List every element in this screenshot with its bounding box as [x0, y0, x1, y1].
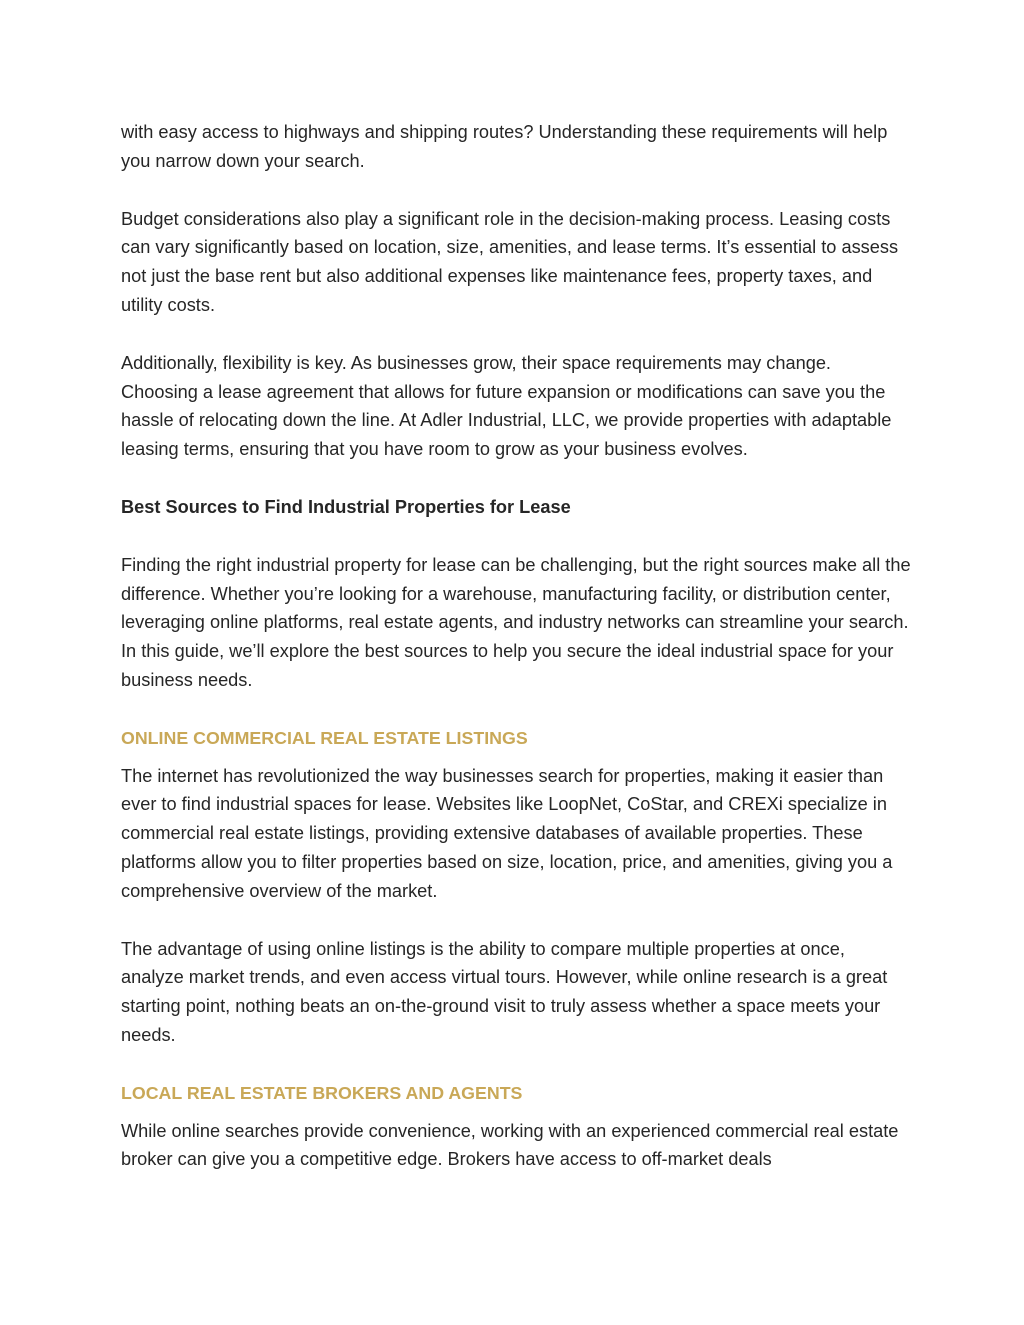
- paragraph-budget: Budget considerations also play a significant role in the decision-making process. Leasing costs can vary significantly based on location, size, amenities, and lease terms. It’s essential to assess not just the base rent but also additional expenses like maintenance fees, property taxes, and utility costs.: [121, 208, 899, 315]
- heading-local-brokers: LOCAL REAL ESTATE BROKERS AND AGENTS: [121, 1082, 523, 1103]
- document-body: [121, 118, 911, 1174]
- paragraph-finding-property: Finding the right industrial property for lease can be challenging, but the right sources make all the difference. Whether you’re looking for a warehouse, manufacturing facility, or distribution center, leveraging online platforms, real estate agents, and industry networks can streamline your search. In this guide, we’ll explore the best sources to help you secure the ideal industrial space for your business needs.: [121, 554, 911, 690]
- heading-best-sources: Best Sources to Find Industrial Properties for Lease: [121, 496, 571, 517]
- paragraph-online-advantage: The advantage of using online listings is the ability to compare multiple properties at once, analyze market trends, and even access virtual tours. However, while online research is a great starting point, nothing beats an on-the-ground visit to truly assess whether a space meets your needs.: [121, 938, 888, 1045]
- paragraph-flexibility: Additionally, flexibility is key. As businesses grow, their space requirements may change. Choosing a lease agreement that allows for future expansion or modifications can save you the hassle of relocating down the line. At Adler Industrial, LLC, we provide properties with adaptable leasing terms, ensuring that you have room to grow as your business evolves.: [121, 352, 892, 460]
- paragraph-online-listings: The internet has revolutionized the way businesses search for properties, making it easier than ever to find industrial spaces for lease. Websites like LoopNet, CoStar, and CREXi specialize in commercial real estate listings, providing extensive databases of available properties. These platforms allow you to filter properties based on size, location, price, and amenities, giving you a comprehensive overview of the market.: [121, 765, 893, 901]
- heading-online-listings: ONLINE COMMERCIAL REAL ESTATE LISTINGS: [121, 727, 528, 748]
- paragraph-local-brokers: While online searches provide convenience, working with an experienced commercial real estate broker can give you a competitive edge. Brokers have access to off-market deals: [121, 1120, 899, 1170]
- paragraph-site-requirements: with easy access to highways and shipping routes? Understanding these requirements will help you narrow down your search.: [121, 122, 888, 171]
